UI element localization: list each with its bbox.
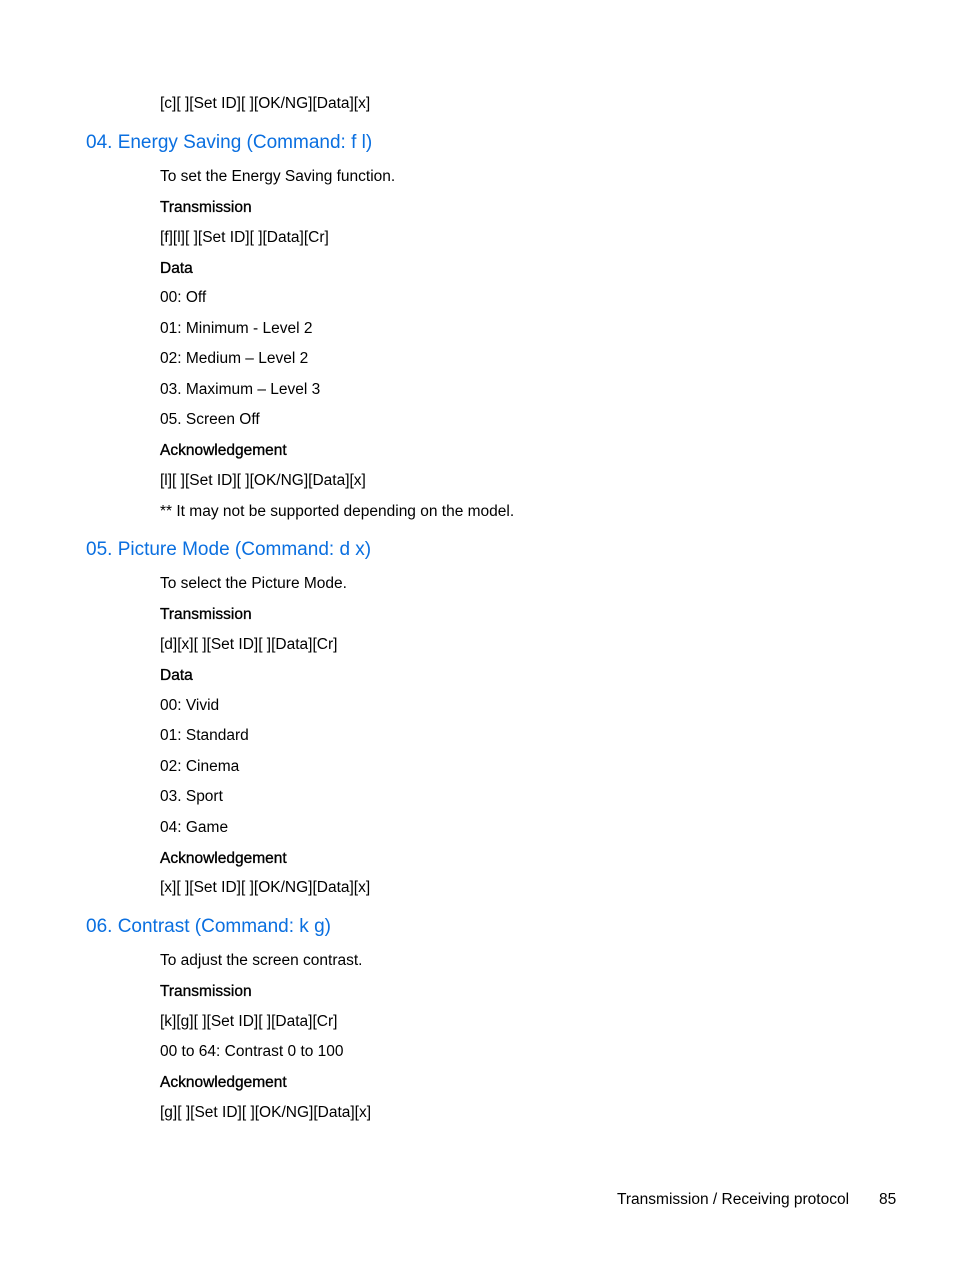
section-heading-energy-saving: 04. Energy Saving (Command: f l) [86,132,373,153]
section-description: To set the Energy Saving function. [160,168,396,185]
section-description: To adjust the screen contrast. [160,952,363,969]
section-heading-contrast: 06. Contrast (Command: k g) [86,916,331,937]
data-item: 00: Off [160,289,207,306]
data-item: 01: Minimum - Level 2 [160,320,313,337]
data-label: Data [160,667,193,684]
data-item: 00: Vivid [160,697,220,714]
transmission-label: Transmission [160,983,252,1000]
model-support-note: ** It may not be supported depending on the model. [160,503,515,520]
footer-chapter-title: Transmission / Receiving protocol [617,1191,850,1208]
transmission-format: [d][x][ ][Set ID][ ][Data][Cr] [160,636,338,653]
transmission-format: [k][g][ ][Set ID][ ][Data][Cr] [160,1013,338,1030]
transmission-label: Transmission [160,606,252,623]
acknowledgement-label: Acknowledgement [160,442,287,459]
previous-ack-line: [c][ ][Set ID][ ][OK/NG][Data][x] [160,95,371,112]
section-heading-picture-mode: 05. Picture Mode (Command: d x) [86,539,372,560]
acknowledgement-format: [g][ ][Set ID][ ][OK/NG][Data][x] [160,1104,372,1121]
acknowledgement-format: [l][ ][Set ID][ ][OK/NG][Data][x] [160,472,366,489]
section-description: To select the Picture Mode. [160,575,347,592]
data-item: 01: Standard [160,727,249,744]
transmission-label: Transmission [160,199,252,216]
page-number: 85 [879,1191,897,1208]
contrast-range: 00 to 64: Contrast 0 to 100 [160,1043,344,1060]
data-item: 03. Maximum – Level 3 [160,381,321,398]
data-item: 03. Sport [160,788,223,805]
acknowledgement-label: Acknowledgement [160,850,287,867]
data-item: 05. Screen Off [160,411,260,428]
acknowledgement-label: Acknowledgement [160,1074,287,1091]
acknowledgement-format: [x][ ][Set ID][ ][OK/NG][Data][x] [160,879,371,896]
transmission-format: [f][l][ ][Set ID][ ][Data][Cr] [160,229,329,246]
data-item: 04: Game [160,819,229,836]
data-item: 02: Medium – Level 2 [160,350,309,367]
data-item: 02: Cinema [160,758,240,775]
data-label: Data [160,260,193,277]
